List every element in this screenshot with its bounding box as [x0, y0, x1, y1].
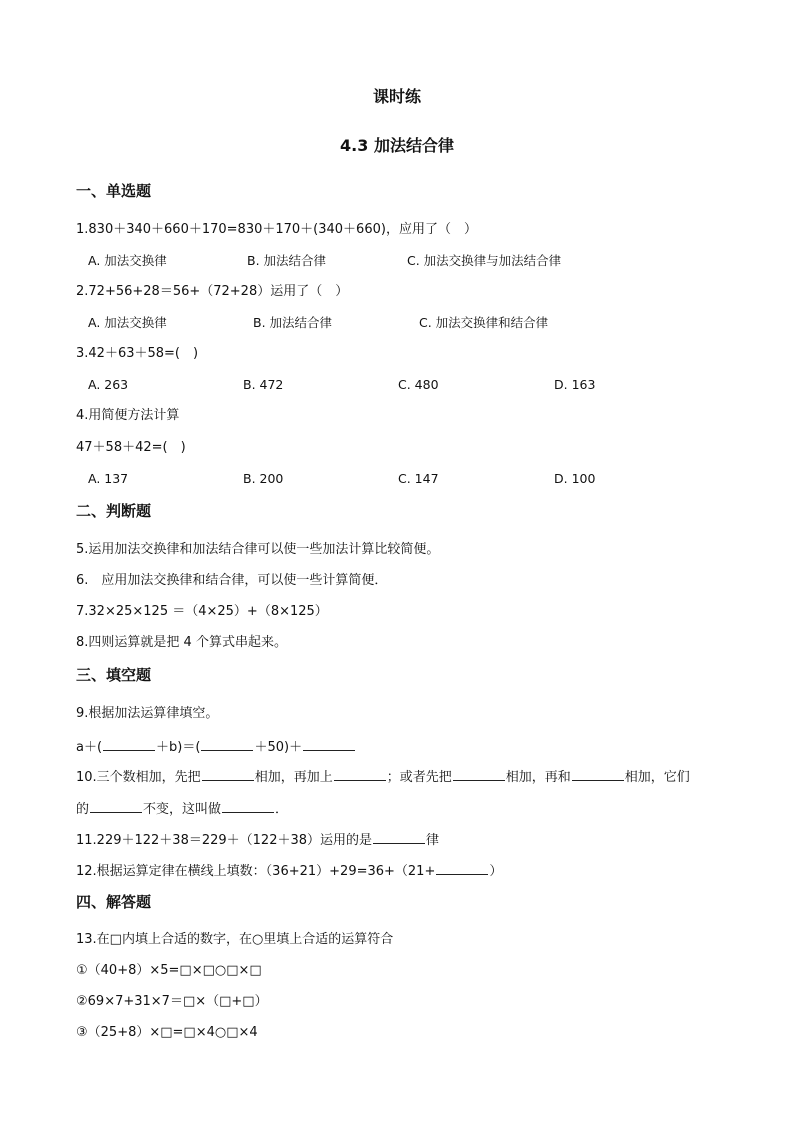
question-4-option-c: C. 147 — [398, 471, 439, 486]
question-4-expression: 47＋58＋42=( ) — [76, 440, 186, 455]
question-13-item-2: ②69×7+31×7＝□×（□+□） — [76, 994, 268, 1009]
question-3-option-a: A. 263 — [88, 377, 129, 392]
question-1-stem: 1.830＋340＋660＋170=830＋170＋(340＋660)，应用了（ ） — [76, 222, 477, 237]
question-13-stem: 13.在□内填上合适的数字，在○里填上合适的运算符合 — [76, 932, 394, 947]
q10-blank-6[interactable] — [222, 799, 274, 813]
question-13-item-1: ①（40+8）×5=□×□○□×□ — [76, 963, 262, 978]
section-heading-true-false: 二、判断题 — [76, 502, 152, 520]
question-1-option-c: C. 加法交换律与加法结合律 — [407, 253, 562, 268]
q10-text-4: 相加，再和 — [505, 770, 571, 785]
q12-text-1: 12.根据运算定律在横线上填数：（36+21）+29=36+（21+ — [76, 864, 436, 879]
page-title: 课时练 — [372, 87, 421, 106]
question-2-option-c: C. 加法交换律和结合律 — [419, 315, 549, 330]
q9-blank-2[interactable] — [201, 737, 253, 751]
question-3-option-d: D. 163 — [554, 377, 596, 392]
q10-blank-5[interactable] — [90, 799, 142, 813]
section-heading-solve: 四、解答题 — [76, 893, 152, 911]
q9-text-3: ＋50)＋ — [254, 740, 303, 755]
question-9-stem: 9.根据加法运算律填空。 — [76, 706, 219, 721]
question-4-option-a: A. 137 — [88, 471, 129, 486]
q9-text-2: ＋b)＝( — [156, 740, 201, 755]
question-11 — [76, 830, 439, 850]
q10-text-8: ． — [275, 802, 289, 817]
page-subtitle: 4.3 加法结合律 — [340, 136, 454, 155]
question-3-option-c: C. 480 — [398, 377, 439, 392]
question-4-option-d: D. 100 — [554, 471, 596, 486]
q9-blank-3[interactable] — [303, 737, 355, 751]
q10-text-2: 相加，再加上 — [254, 770, 333, 785]
section-heading-single-choice: 一、单选题 — [76, 182, 152, 200]
question-9-expression — [76, 737, 356, 757]
question-8: 8.四则运算就是把 4 个算式串起来。 — [76, 635, 287, 650]
question-5: 5.运用加法交换律和加法结合律可以使一些加法计算比较简便。 — [76, 542, 440, 557]
q11-text-2: 律 — [426, 833, 440, 848]
question-2-option-b: B. 加法结合律 — [253, 315, 333, 330]
question-10-line-1 — [76, 767, 690, 787]
question-2-stem: 2.72+56+28＝56+（72+28）运用了（ ） — [76, 284, 349, 299]
question-4-option-b: B. 200 — [243, 471, 284, 486]
q11-blank[interactable] — [373, 830, 425, 844]
q10-text-7: 不变，这叫做 — [143, 802, 222, 817]
q10-text-3: ；或者先把 — [386, 770, 452, 785]
q10-text-5: 相加，它们 — [624, 770, 690, 785]
question-6: 6. 应用加法交换律和结合律，可以使一些计算简便． — [76, 573, 388, 588]
question-13-item-3: ③（25+8）×□=□×4○□×4 — [76, 1025, 258, 1040]
question-2-option-a: A. 加法交换律 — [88, 315, 167, 330]
question-1-option-b: B. 加法结合律 — [247, 253, 327, 268]
q12-blank[interactable] — [436, 861, 488, 875]
q9-blank-1[interactable] — [103, 737, 155, 751]
question-12 — [76, 861, 502, 881]
question-4-stem: 4.用简便方法计算 — [76, 408, 180, 423]
question-3-option-b: B. 472 — [243, 377, 284, 392]
q10-blank-1[interactable] — [202, 767, 254, 781]
q9-text-1: a＋( — [76, 740, 103, 755]
q10-blank-4[interactable] — [572, 767, 624, 781]
question-1-option-a: A. 加法交换律 — [88, 253, 167, 268]
q11-text-1: 11.229＋122＋38＝229＋（122＋38）运用的是 — [76, 833, 373, 848]
q10-text-1: 10.三个数相加，先把 — [76, 770, 201, 785]
q12-text-2: ） — [489, 864, 503, 879]
question-7: 7.32×25×125 ＝（4×25）+（8×125） — [76, 604, 328, 619]
q10-blank-2[interactable] — [334, 767, 386, 781]
section-heading-fill-blank: 三、填空题 — [76, 666, 152, 684]
question-3-stem: 3.42＋63＋58=( ) — [76, 346, 199, 361]
question-10-line-2 — [76, 799, 288, 819]
q10-text-6: 的 — [76, 802, 90, 817]
q10-blank-3[interactable] — [453, 767, 505, 781]
